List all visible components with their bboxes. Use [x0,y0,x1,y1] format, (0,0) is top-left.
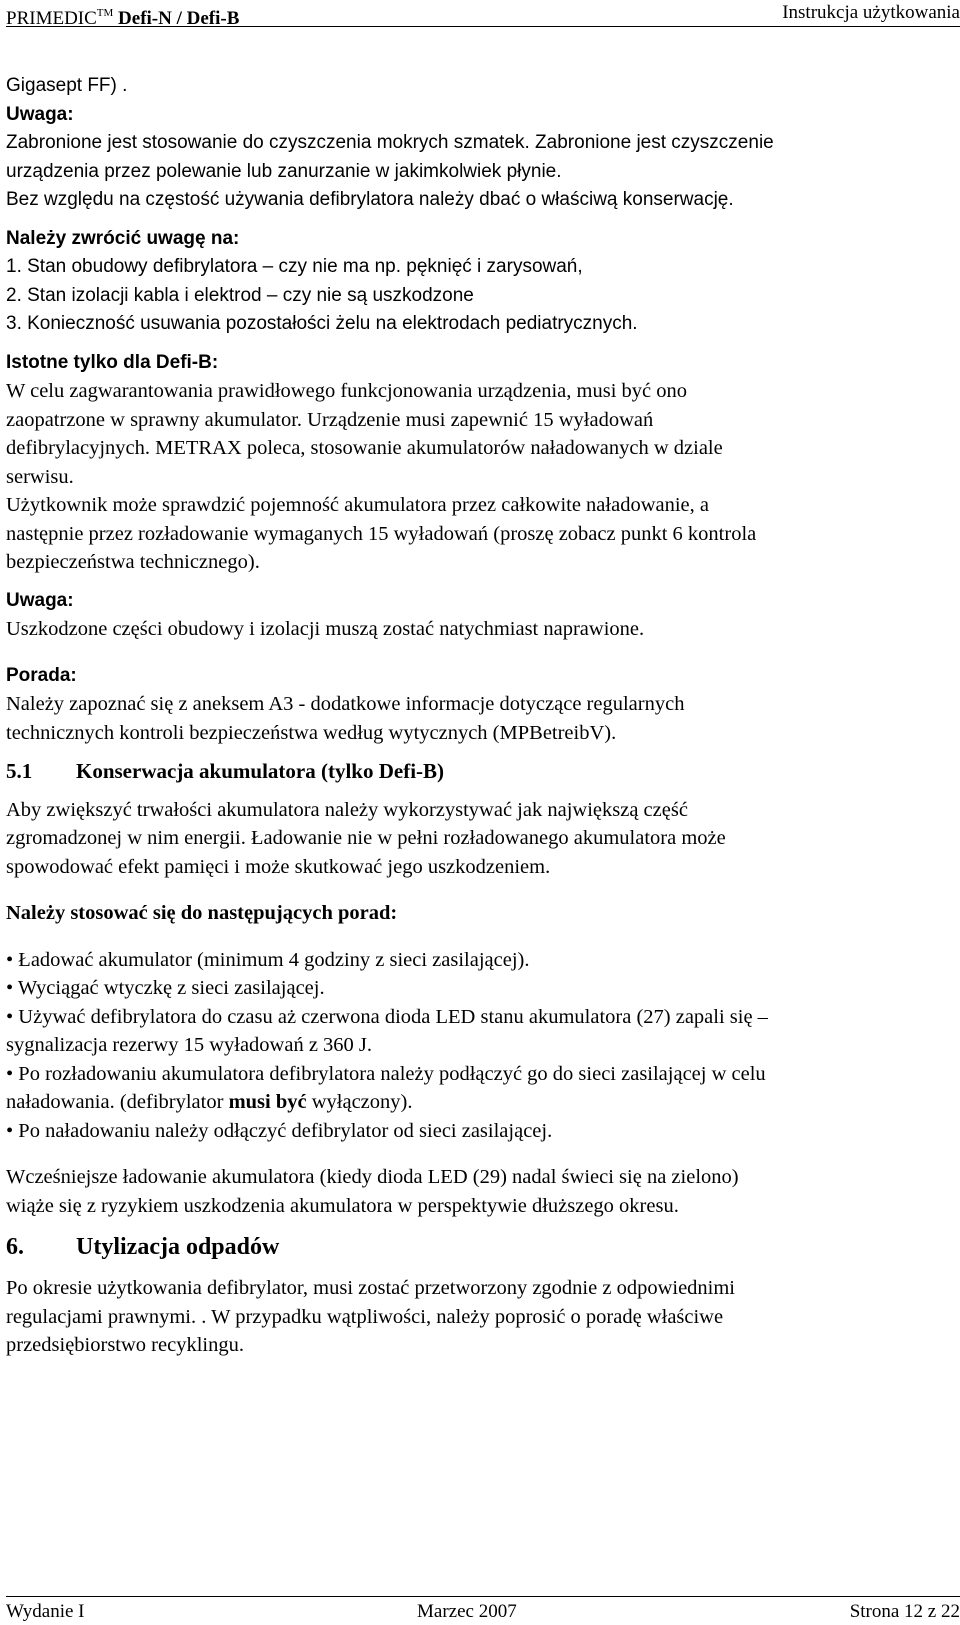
text-line: spowodować efekt pamięci i może skutkować jego uszkodzeniem. [6,855,551,878]
text-line: Po okresie użytkowania defibrylator, musi zostać przetworzony zgodnie z odpowiednimi [6,1277,736,1299]
section-number: 5.1 [6,759,33,783]
emphasis-run: musi być [228,1091,307,1113]
section-heading-5-1 [6,757,936,786]
text-line: W celu zagwarantowania prawidłowego funkcjonowania urządzenia, musi być ono [6,380,687,402]
text-line: przedsiębiorstwo recyklingu. [6,1334,244,1356]
text-line: Bez względu na częstość używania defibrylatora należy dbać o właściwą konserwację. [6,189,734,210]
text-line: zgromadzonej w nim energii. Ładowanie nie w pełni rozładowanego akumulatora może [6,827,726,849]
list-item: 2. Stan izolacji kabla i elektrod – czy nie są uszkodzone [6,284,474,306]
text-line: urządzenia przez polewanie lub zanurzanie w jakimkolwiek płynie. [6,160,562,182]
text-line: bezpieczeństwa technicznego). [6,551,260,573]
footer-page-number: Strona 12 z 22 [849,1601,960,1622]
header-product [6,0,239,32]
page-footer [6,1596,960,1623]
page-header [6,0,960,27]
text-run: wyłączony). [306,1091,413,1113]
section-title: Utylizacja odpadów [76,1234,280,1260]
footer-edition: Wydanie I [6,1601,85,1622]
text-line: defibrylacyjnych. METRAX poleca, stosowanie akumulatorów naładowanych w dziale [6,437,723,459]
list-item: 1. Stan obudowy defibrylatora – czy nie ma np. pęknięć i zarysowań, [6,256,583,277]
text-line: technicznych kontroli bezpieczeństwa według wytycznych (MPBetreibV). [6,721,617,744]
bullet-item-cont [6,1088,936,1117]
bullet-item: • Używać defibrylatora do czasu aż czerwona dioda LED stanu akumulatora (27) zapali się – [6,1005,768,1028]
section-number: 6. [6,1234,24,1260]
text-line: regulacjami prawnymi. . W przypadku wątpliwości, należy poprosić o poradę właściwe [6,1305,724,1328]
defib-b-label: Istotne tylko dla Defi-B: [6,351,219,373]
text-line: Aby zwiększyć trwałości akumulatora należy wykorzystywać jak największą część [6,798,688,821]
header-model: Defi-N / Defi-B [118,8,240,29]
text-line: wiąże się z ryzykiem uszkodzenia akumulatora w perspektywie dłuższego okresu. [6,1194,679,1217]
text-line: Uszkodzone części obudowy i izolacji muszą zostać natychmiast naprawione. [6,618,645,640]
text-line: Gigasept FF) . [6,75,128,96]
advice-label: Należy stosować się do następujących porad: [6,902,398,924]
section-heading-6 [6,1230,936,1264]
bullet-item: • Wyciągać wtyczkę z sieci zasilającej. [6,977,325,999]
note-label: Uwaga: [6,103,74,125]
tip-label: Porada: [6,664,77,686]
footer-date: Marzec 2007 [417,1601,517,1622]
text-line: Zabronione jest stosowanie do czyszczenia mokrych szmatek. Zabronione jest czyszczenie [6,132,774,153]
text-line: następnie przez rozładowanie wymaganych 15 wyładowań (proszę zobacz punkt 6 kontrola [6,522,757,545]
text-run: naładowania. (defibrylator [6,1091,229,1113]
text-line: zaopatrzone w sprawny akumulator. Urządzenie musi zapewnić 15 wyładowań [6,408,654,431]
header-brand: PRIMEDIC [6,8,97,29]
header-doc-title: Instrukcja użytkowania [782,2,960,23]
bullet-item: • Ładować akumulator (minimum 4 godziny z sieci zasilającej). [6,948,530,971]
text-line: Wcześniejsze ładowanie akumulatora (kiedy dioda LED (29) nadal świeci się na zielono) [6,1166,739,1188]
text-line: Użytkownik może sprawdzić pojemność akumulatora przez całkowite naładowanie, a [6,494,709,516]
cleaning-block [6,72,936,377]
header-trademark: TM [96,7,114,19]
page-content [6,72,936,1360]
note-label: Uwaga: [6,589,74,611]
section-title: Konserwacja akumulatora (tylko Defi-B) [76,759,445,783]
text-line: Należy zapoznać się z aneksem A3 - dodatkowe informacje dotyczące regularnych [6,693,685,715]
text-line: serwisu. [6,465,74,488]
bullet-item: • Po rozładowaniu akumulatora defibrylatora należy podłączyć go do sieci zasilającej w celu [6,1062,766,1085]
list-item: 3. Konieczność usuwania pozostałości żelu na elektrodach pediatrycznych. [6,313,638,334]
bullet-item-cont: sygnalizacja rezerwy 15 wyładowań z 360 J. [6,1034,373,1056]
attention-label: Należy zwrócić uwagę na: [6,227,240,249]
bullet-item: • Po naładowaniu należy odłączyć defibrylator od sieci zasilającej. [6,1119,553,1142]
